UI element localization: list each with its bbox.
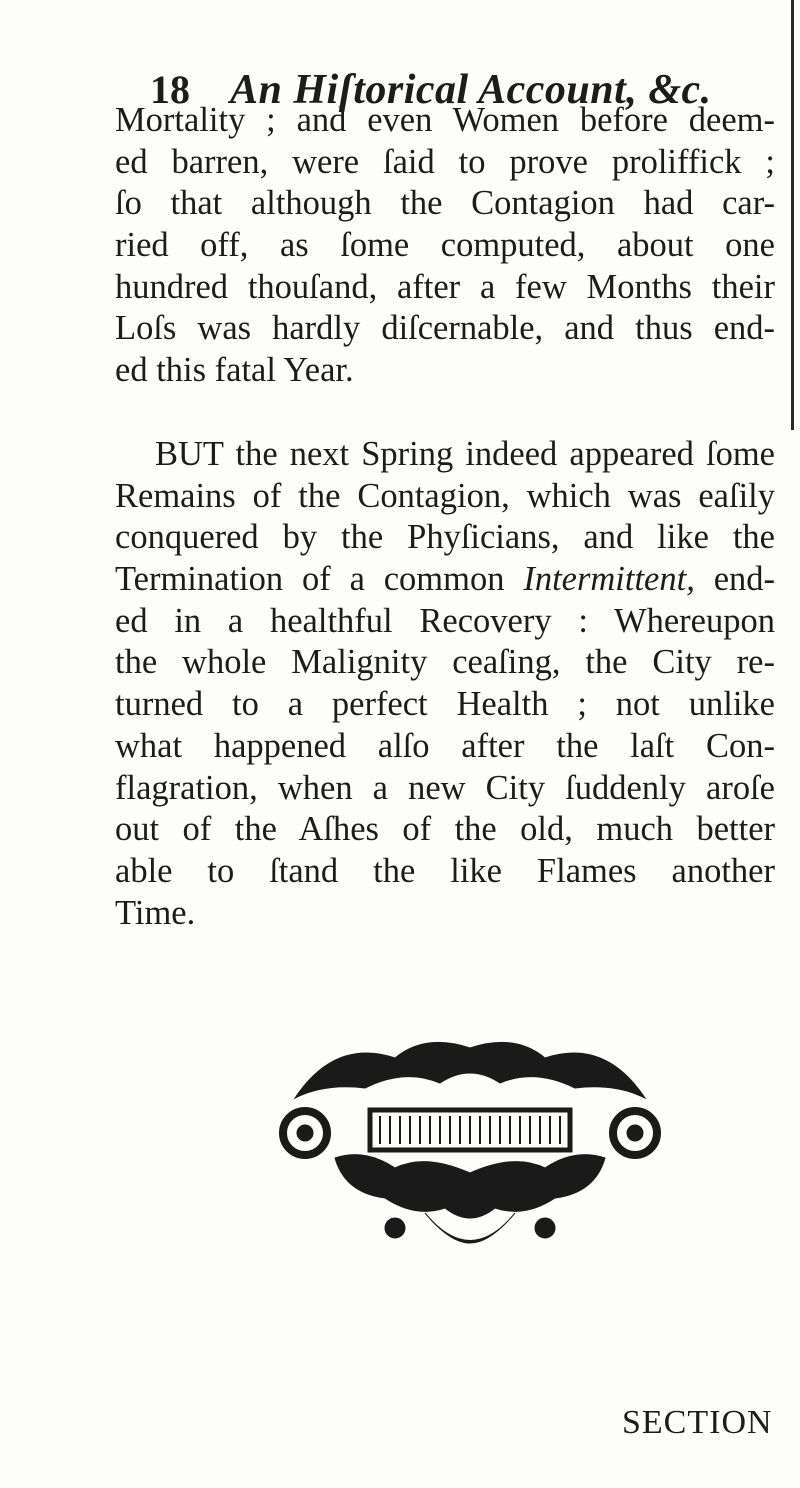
running-title: An Hiſtorical Account, &c.: [230, 67, 712, 113]
text-line: flagration, when a new City ſuddenly aroſe: [115, 768, 775, 807]
text-segment: end-: [694, 560, 775, 599]
catchword: SECTION: [622, 1404, 773, 1441]
text-line: BUT the next Spring indeed appeared ſome: [155, 435, 775, 473]
text-line: the whole Malignity ceaſing, the City re-: [115, 643, 775, 682]
text-line: what happened alſo after the laſt Con-: [115, 726, 775, 765]
text-line: conquered by the Phyſicians, and like the: [115, 518, 775, 557]
text-line: hundred thouſand, after a few Months their: [115, 267, 775, 306]
text-line: turned to a perfect Health ; not unlike: [115, 685, 775, 724]
page-edge-rule: [791, 0, 794, 430]
page-number: 18: [150, 67, 190, 112]
text-line: able to ſtand the like Flames another: [115, 851, 775, 890]
text-line: ed this fatal Year.: [115, 351, 354, 390]
paragraph-1: [115, 100, 775, 392]
text-segment: Termination of a common: [115, 560, 524, 599]
printers-ornament-icon: [275, 1028, 665, 1268]
text-line: Time.: [115, 893, 196, 932]
paragraph-2: [115, 434, 775, 934]
text-line: out of the Aſhes of the old, much better: [115, 810, 775, 849]
text-line: Mortality ; and even Women before deem-: [115, 101, 775, 139]
italic-word: Intermittent,: [523, 560, 695, 599]
text-line: ried off, as ſome computed, about one: [115, 226, 775, 265]
text-line: ed in a healthful Recovery : Whereupon: [115, 601, 775, 640]
text-line-with-italic: [115, 559, 775, 601]
text-line: Loſs was hardly diſcernable, and thus end-: [115, 309, 775, 348]
text-line: ed barren, were ſaid to prove proliffick ;: [115, 142, 775, 181]
text-line: Remains of the Contagion, which was eaſily: [115, 476, 775, 515]
text-line: ſo that although the Contagion had car-: [115, 184, 775, 223]
